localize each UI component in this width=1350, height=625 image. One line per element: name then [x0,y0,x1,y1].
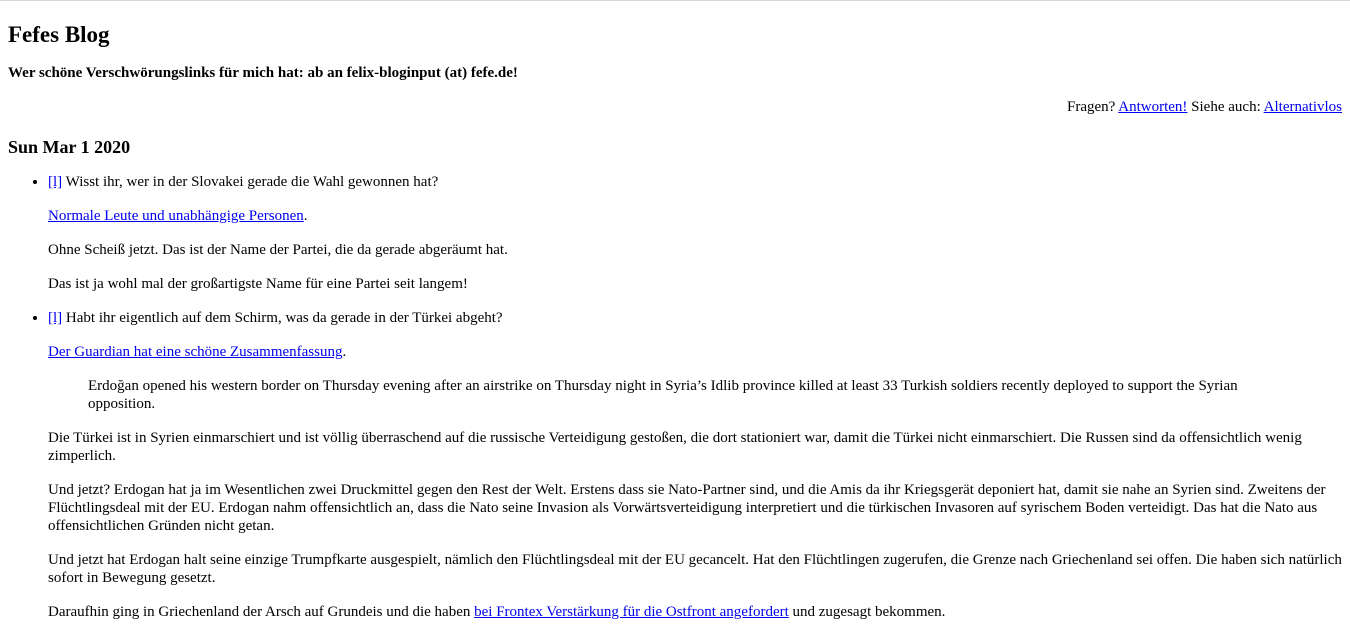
post-paragraph [48,343,1342,361]
blog-tagline: Wer schöne Verschwörungslinks für mich hat: ab an felix-bloginput (at) fefe.de! [8,65,518,81]
post-paragraph: Ohne Scheiß jetzt. Das ist der Name der Partei, die da gerade abgeräumt hat. [48,242,508,258]
post-paragraph: Und jetzt? Erdogan hat ja im Wesentlichen zwei Druckmittel gegen den Rest der Welt. Erstens dass sie Nato-Partner sind, und die Amis da ihr Kriegsgerät deponiert hat, damit sie nahe an Syrien sind. Zweitens der Flüchtlingsdeal mit der EU. Erdogan nahm offensichtlich an, dass die Nato seine Invasion als Vorwärtsverteidigung interpretiert und die türkischen Invasoren auf syrischem Boden verteidigt. Das hat die Nato aus offensichtlichen Gründen nicht getan. [48,482,1326,534]
blog-title: Fefes Blog [8,22,110,47]
frontex-link[interactable]: bei Frontex Verstärkung für die Ostfront angefordert [474,604,789,620]
permalink-link[interactable]: [l] [48,174,63,190]
post-item [48,309,1342,621]
post-list [8,173,1342,621]
post-paragraph: Das ist ja wohl mal der großartigste Name für eine Partei seit langem! [48,276,468,292]
post-lead: Habt ihr eigentlich auf dem Schirm, was da gerade in der Türkei abgeht? [65,310,503,326]
post-lead: Wisst ihr, wer in der Slovakei gerade die Wahl gewonnen hat? [65,174,439,190]
permalink-link[interactable]: [l] [48,310,63,326]
source-link[interactable]: Der Guardian hat eine schöne Zusammenfassung [48,344,343,360]
quote: Erdoğan opened his western border on Thursday evening after an airstrike on Thursday night in Syria’s Idlib province killed at least 33 Turkish soldiers recently deployed to support the Syrian opposition. [88,378,1238,412]
post-item [48,173,1342,293]
alternativlos-link[interactable]: Alternativlos [1263,99,1342,115]
page [0,22,1350,621]
paragraph-text: Daraufhin ging in Griechenland der Arsch auf Grundeis und die haben [48,604,471,620]
nav-middle: Siehe auch: [1191,99,1261,115]
paragraph-text: und zugesagt bekommen. [792,604,946,620]
post-paragraph: Und jetzt hat Erdogan halt seine einzige Trumpfkarte ausgespielt, nämlich den Flüchtlingsdeal mit der EU gecancelt. Hat den Flüchtlingen zugerufen, die Grenze nach Griechenland sei offen. Die haben sich natürlich sofort in Bewegung gesetzt. [48,552,1342,586]
nav-prefix: Fragen? [1067,99,1116,115]
top-nav [8,98,1342,116]
link-suffix: . [342,344,347,360]
post-paragraph [48,207,1342,225]
answers-link[interactable]: Antworten! [1118,99,1188,115]
post-paragraph [48,603,1342,621]
source-link[interactable]: Normale Leute und unabhängige Personen [48,208,304,224]
post-paragraph: Die Türkei ist in Syrien einmarschiert und ist völlig überraschend auf die russische Verteidigung gestoßen, die dort stationiert war, damit die Türkei nicht einmarschiert. Die Russen sind da offensichtlich wenig zimperlich. [48,430,1302,464]
post-date: Sun Mar 1 2020 [8,137,131,157]
link-suffix: . [303,208,308,224]
